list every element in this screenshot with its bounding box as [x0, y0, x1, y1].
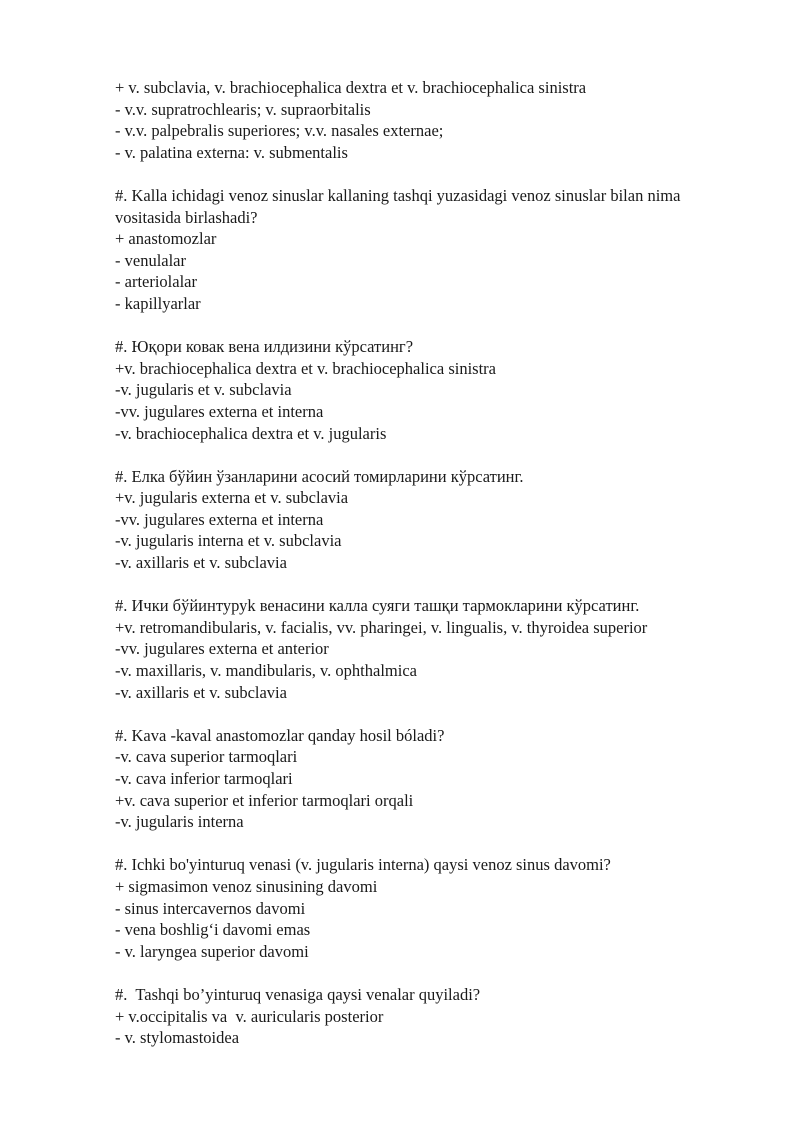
question-text: #. Юқори ковак вена илдизини кўрсатинг? — [115, 337, 414, 357]
answer-option: + v. subclavia, v. brachiocephalica dextra et v. brachiocephalica sinistra — [115, 78, 587, 97]
answer-option: -v. maxillaris, v. mandibularis, v. ophthalmica — [115, 661, 417, 681]
answer-option: - v. laryngea superior davomi — [115, 941, 309, 961]
answer-option: -v. brachiocephalica dextra et v. jugularis — [115, 423, 387, 443]
spacer — [115, 833, 755, 855]
question-text: #. Tashqi bo’yinturuq venasiga qaysi venalar quyiladi? — [115, 984, 481, 1004]
question-block-4 — [115, 595, 755, 703]
answer-option: - v.v. supratrochlearis; v. supraorbitalis — [115, 99, 371, 119]
answer-option: +v. brachiocephalica dextra et v. brachiocephalica sinistra — [115, 358, 496, 378]
answer-option: -v. jugularis interna — [115, 812, 244, 832]
question-block-5 — [115, 725, 755, 833]
question-block-7 — [115, 984, 755, 1049]
answer-option: - vena boshlig‘i davomi emas — [115, 920, 311, 940]
answer-option: - v.v. palpebralis superiores; v.v. nasales externae; — [115, 121, 444, 141]
answer-option: -v. jugularis et v. subclavia — [115, 380, 292, 400]
question-block-0 — [115, 77, 755, 163]
answer-option: -v. axillaris et v. subclavia — [115, 682, 287, 702]
answer-option: + anastomozlar — [115, 229, 217, 249]
document-page — [115, 77, 755, 1049]
answer-option: -v. cava inferior tarmoqlari — [115, 769, 293, 788]
answer-option: +v. retromandibularis, v. facialis, vv. pharingei, v. lingualis, v. thyroidea superior — [115, 617, 648, 637]
answer-option: - kapillyarlar — [115, 293, 201, 313]
answer-option: -vv. jugulares externa et anterior — [115, 639, 329, 659]
question-text: #. Елка бўйин ўзанларини асосий томирларини кўрсатинг. — [115, 466, 524, 486]
answer-option: -vv. jugulares externa et interna — [115, 509, 324, 529]
question-text: #. Ички бўйинтуруk венасини калла суяги ташқи тармокларини кўрсатинг. — [115, 596, 640, 616]
answer-option: +v. cava superior et inferior tarmoqlari orqali — [115, 790, 414, 810]
answer-option: - sinus intercavernos davomi — [115, 898, 306, 918]
spacer — [115, 444, 755, 466]
answer-option: -v. axillaris et v. subclavia — [115, 553, 287, 573]
answer-option: - v. stylomastoidea — [115, 1028, 240, 1048]
answer-option: - arteriolalar — [115, 272, 197, 292]
spacer — [115, 703, 755, 725]
spacer — [115, 962, 755, 984]
question-block-3 — [115, 466, 755, 574]
question-block-2 — [115, 336, 755, 444]
answer-option: + sigmasimon venoz sinusining davomi — [115, 876, 378, 896]
spacer — [115, 163, 755, 185]
answer-option: - v. palatina externa: v. submentalis — [115, 142, 348, 162]
answer-option: -vv. jugulares externa et interna — [115, 401, 324, 421]
answer-option: +v. jugularis externa et v. subclavia — [115, 488, 349, 508]
question-text: #. Kalla ichidagi venoz sinuslar kallaning tashqi yuzasidagi venoz sinuslar bilan nima vositasida birlashadi? — [115, 185, 681, 227]
spacer — [115, 315, 755, 337]
question-text: #. Kava -kaval anastomozlar qanday hosil bóladi? — [115, 725, 445, 745]
question-block-1 — [115, 185, 755, 315]
answer-option: + v.occipitalis va v. auricularis posterior — [115, 1006, 384, 1026]
spacer — [115, 574, 755, 596]
answer-option: - venulalar — [115, 250, 187, 270]
answer-option: -v. cava superior tarmoqlari — [115, 747, 298, 767]
answer-option: -v. jugularis interna et v. subclavia — [115, 531, 342, 551]
question-block-6 — [115, 854, 755, 962]
question-text: #. Ichki bo'yinturuq venasi (v. jugularis interna) qaysi venoz sinus davomi? — [115, 855, 611, 875]
